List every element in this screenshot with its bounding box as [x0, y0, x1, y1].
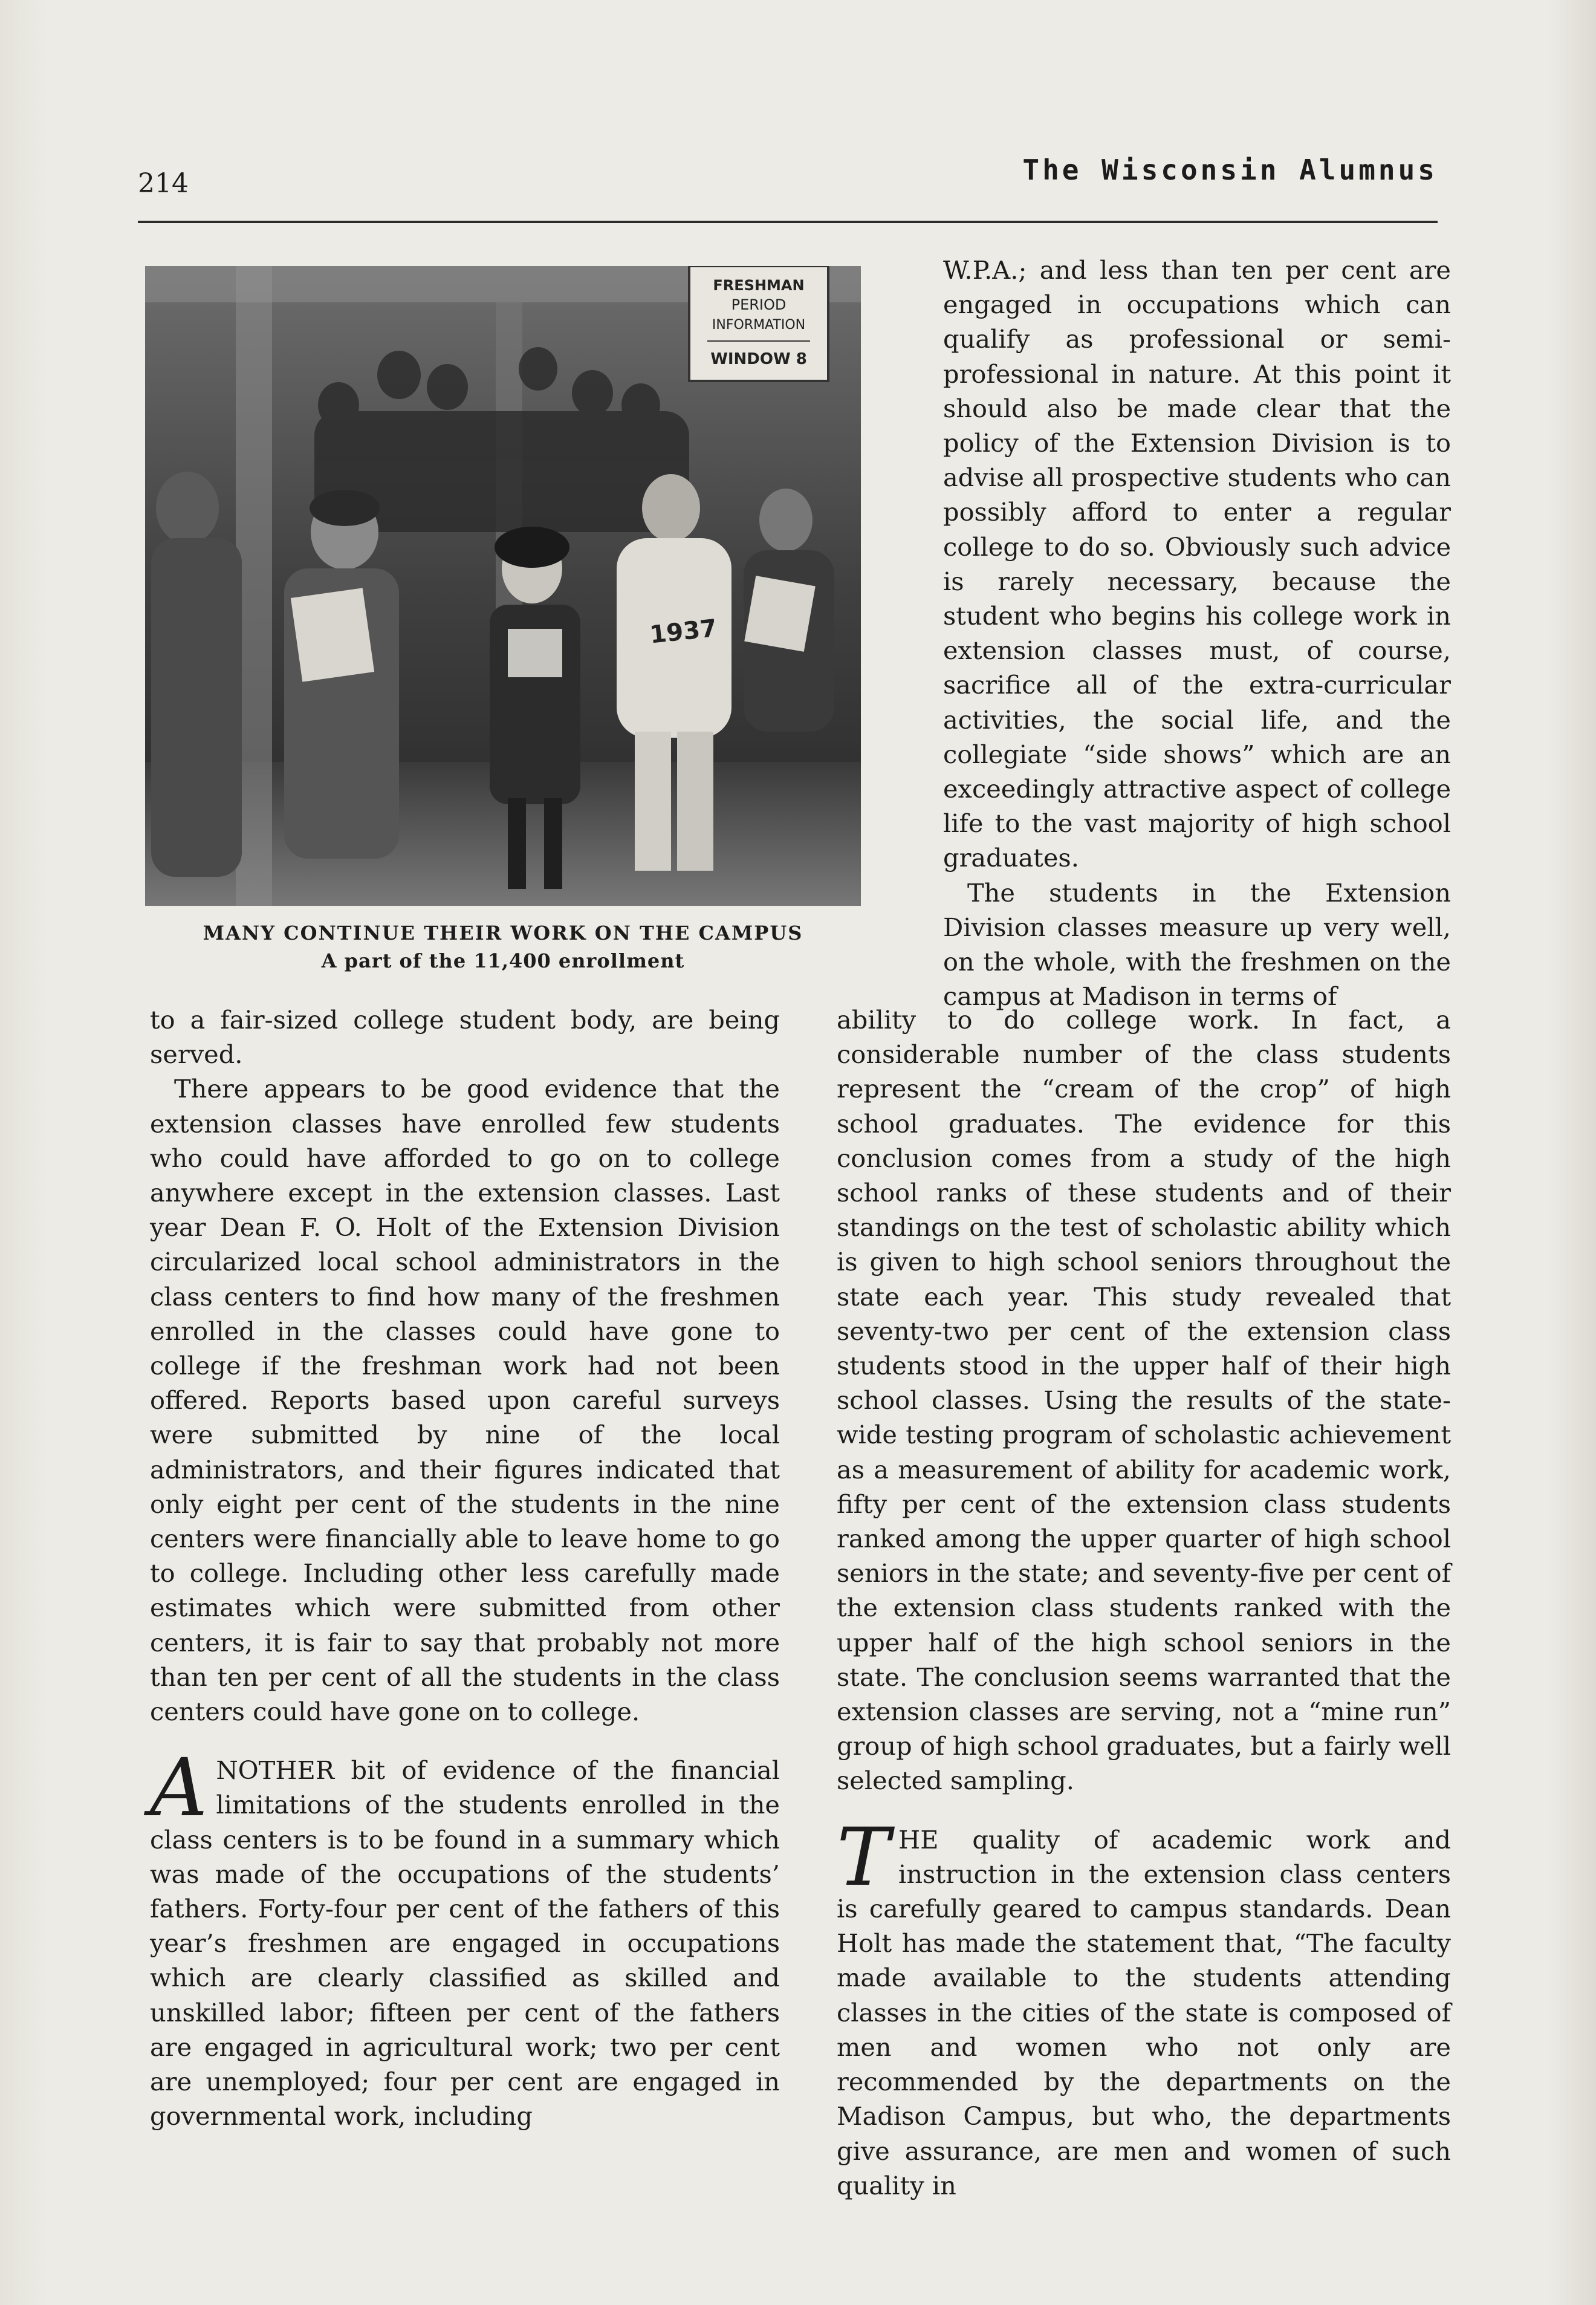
paragraph [150, 1741, 780, 2133]
left-column [150, 1003, 780, 2134]
page-number: 214 [138, 168, 189, 199]
drop-cap: A [150, 1741, 208, 1835]
paragraph: to a fair-sized college student body, are being served. [150, 1005, 780, 1070]
photo-caption [145, 919, 861, 975]
paragraph: W.P.A.; and less than ten per cent are engaged in occupations which can qualify as professional or semi-professional in nature. At this point it should also be made clear that the policy of the Extension Division is to advise all prospective students who can possibly afford to enter a regular college to do so. Obviously such advice is rarely necessary, because the student who begins his college work in extension classes must, of course, sacrifice all of the extra-curricular activities, the social life, and the collegiate “side shows” which are an exceedingly attractive aspect of college life to the vast majority of high school graduates. [943, 255, 1451, 873]
enrollment-photo [145, 266, 861, 906]
sweater-numerals: 1937 [648, 614, 719, 649]
paragraph: ability to do college work. In fact, a considerable number of the class students represent the “cream of the crop” of high school graduates. The evidence for this conclusion comes from a study of the high school ranks of these students and of their standings on the test of scholastic ability which is given to high school seniors throughout the state each year. This study revealed that seventy-two per cent of the extension class students stood in the upper half of their high school classes. Using the results of the state-wide testing program of scholastic achievement as a measurement of ability for academic work, fifty per cent of the extension class students ranked among the upper quarter of high school seniors in the state; and seventy-five per cent of the extension class students ranked with the upper half of the high school seniors in the state. The conclusion seems warranted that the extension classes are serving, not a “mine run” group of high school graduates, but a fairly well selected sampling. [837, 1005, 1451, 1796]
freshman-information-sign [689, 266, 828, 381]
sign-line-1: FRESHMAN [713, 277, 805, 294]
paragraph-text: NOTHER bit of evidence of the financial limitations of the students enrolled in the class centers is to be found in a summary which was made of the occupations of the students’ fathers. Forty-four per cent of the fathers of this year’s freshmen are engaged in occupations which are clearly classified as skilled and unskilled labor; fifteen per cent of the fathers are engaged in agricultural work; two per cent are unemployed; four per cent are engaged in governmental work, including [150, 1755, 780, 2131]
sign-line-3: INFORMATION [712, 317, 806, 333]
paragraph: There appears to be good evidence that the extension classes have enrolled few students who could have afforded to go on to college anywhere except in the extension classes. Last year Dean F. O. Holt of the Extension Division circularized local school administrators in the class centers to find how many of the freshmen enrolled in the classes could have gone to college if the freshman work had not been offered. Reports based upon careful surveys were submitted by nine of the local administrators, and their figures indicated that only eight per cent of the students in the nine centers were financially able to leave home to go to college. Including other less carefully made estimates which were submitted from other centers, it is fair to say that probably not more than ten per cent of all the students in the class centers could have gone on to college. [150, 1074, 780, 1727]
right-column-top [943, 253, 1451, 1013]
caption-title: MANY CONTINUE THEIR WORK ON THE CAMPUS [203, 922, 803, 944]
paragraph-text: HE quality of academic work and instruction in the extension class centers is carefully geared to campus standards. Dean Holt has made the statement that, “The faculty made available to the students attending classes in the cities of the state is composed of men and women who not only are recommended by the departments on the Madison Campus, but who, the departments give assurance, are men and women of such quality in [837, 1824, 1451, 2200]
paragraph: The students in the Extension Division classes measure up very well, on the whole, with the freshmen on the campus at Madison in terms of [943, 877, 1451, 1012]
sign-line-2: PERIOD [731, 296, 787, 313]
photo-illustration [145, 266, 861, 906]
journal-title: The Wisconsin Alumnus [1022, 154, 1438, 186]
paragraph [837, 1810, 1451, 2203]
page-header [138, 151, 1438, 218]
drop-cap: T [837, 1810, 890, 1904]
caption-subtitle: A part of the 11,400 enrollment [321, 949, 685, 972]
header-rule [138, 221, 1438, 223]
right-column-bottom [837, 1003, 1451, 2203]
sign-line-4: WINDOW 8 [710, 350, 807, 368]
